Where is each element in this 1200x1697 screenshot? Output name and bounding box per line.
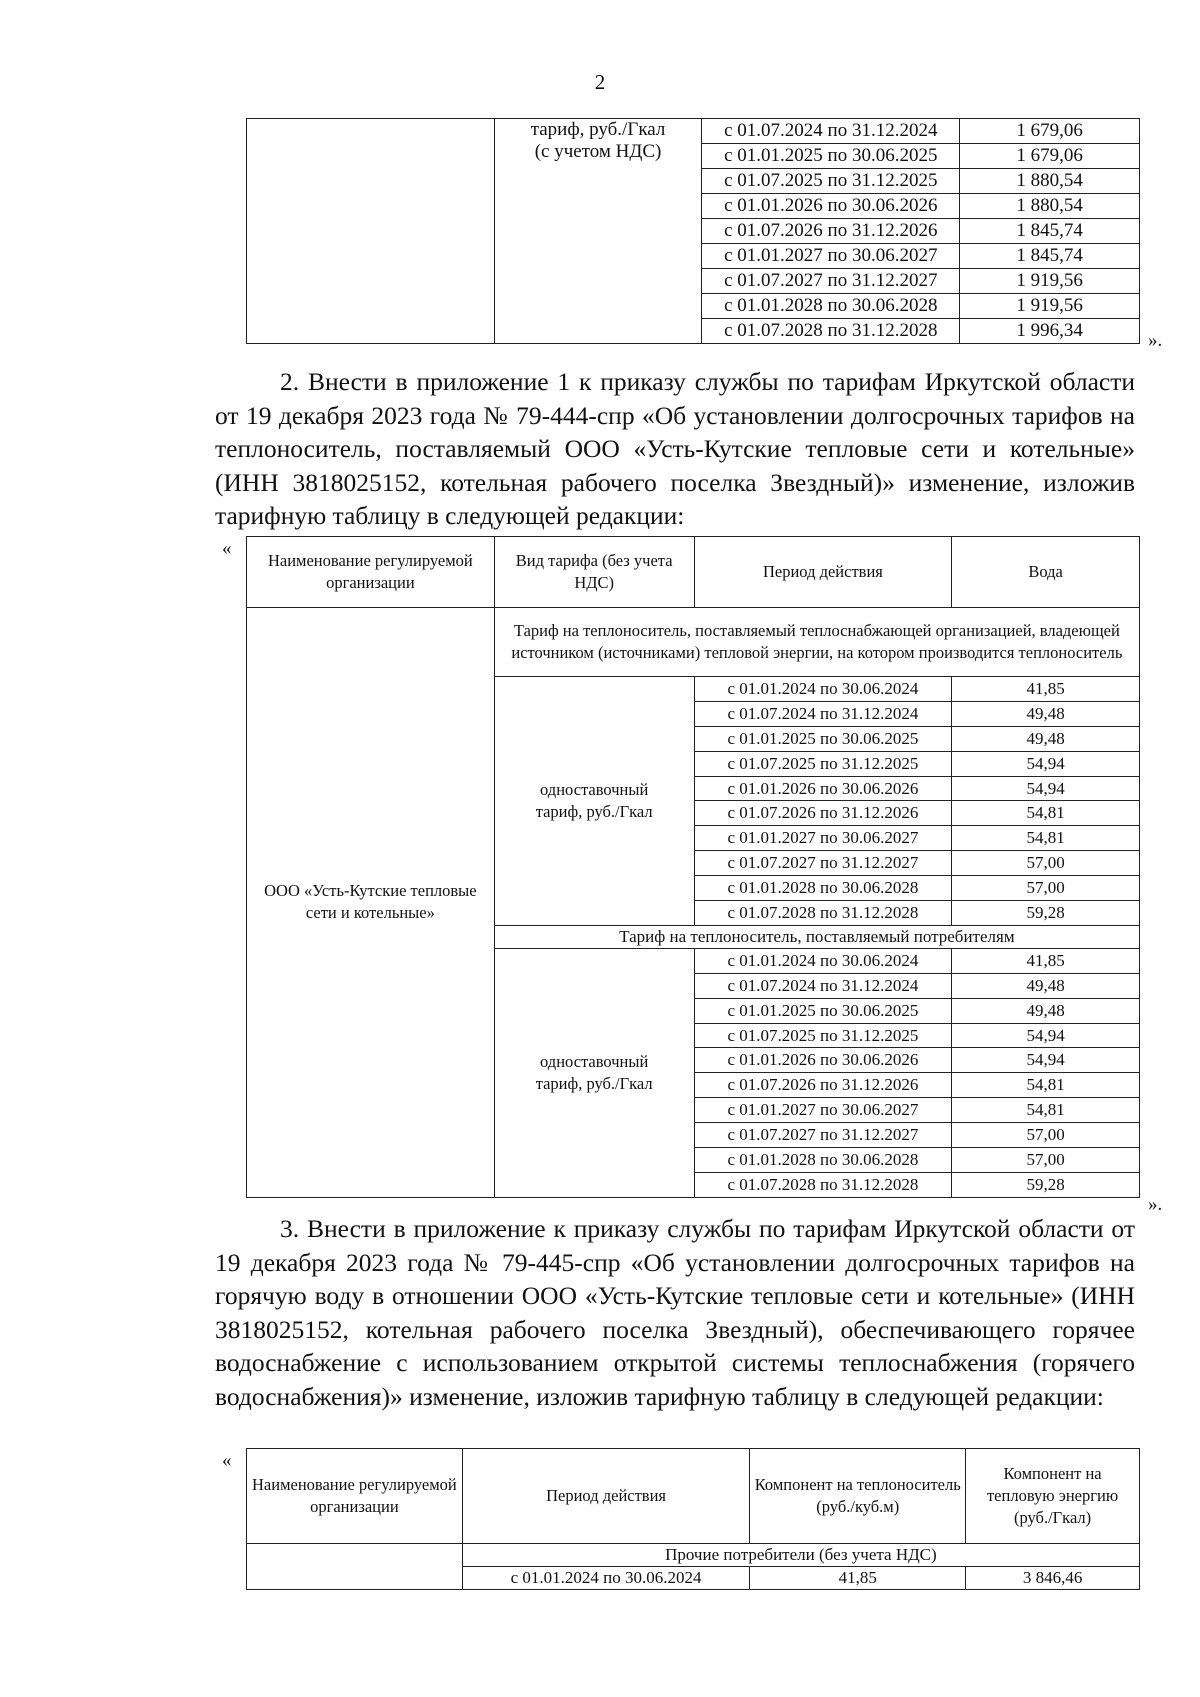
row-period: с 01.01.2024 по 30.06.2024 <box>462 1567 750 1590</box>
tariff-label-line-2: (с учетом НДС) <box>534 141 662 162</box>
tariff-table-continuation <box>246 118 1140 344</box>
period-cell: с 01.01.2028 по 30.06.2028 <box>694 1148 952 1173</box>
period-cell: с 01.07.2027 по 31.12.2027 <box>694 1123 952 1148</box>
value-cell: 1 845,74 <box>960 219 1140 244</box>
row-carrier-value: 41,85 <box>750 1567 966 1590</box>
section-supplier-tariff: Тариф на теплоноситель, поставляемый теплоснабжающей организацией, владеющей источником (источниками) тепловой энергии, на котором производится теплоноситель <box>494 608 1139 677</box>
table-row <box>247 119 1140 144</box>
period-cell: с 01.07.2027 по 31.12.2027 <box>702 269 960 294</box>
tariff-label-line-1: тариф, руб./Гкал <box>530 119 666 140</box>
period-cell: с 01.07.2028 по 31.12.2028 <box>694 901 952 926</box>
value-cell: 1 880,54 <box>960 194 1140 219</box>
value-cell: 1 880,54 <box>960 169 1140 194</box>
value-cell: 1 679,06 <box>960 119 1140 144</box>
value-cell: 1 996,34 <box>960 319 1140 344</box>
section-consumer-tariff: Тариф на теплоноситель, поставляемый потребителям <box>494 925 1139 948</box>
header-tariff-type: Вид тарифа (без учета НДС) <box>494 537 694 608</box>
period-cell: с 01.07.2024 по 31.12.2024 <box>694 701 952 726</box>
value-cell: 41,85 <box>952 677 1140 702</box>
value-cell: 49,48 <box>952 973 1140 998</box>
period-cell: с 01.01.2027 по 30.06.2027 <box>702 244 960 269</box>
period-cell: с 01.01.2024 по 30.06.2024 <box>694 677 952 702</box>
header-carrier-component: Компонент на теплоноситель (руб./куб.м) <box>750 1449 966 1544</box>
value-cell: 59,28 <box>952 901 1140 926</box>
tariff-label-cell <box>494 119 702 344</box>
value-cell: 57,00 <box>952 1123 1140 1148</box>
tariff-type-cell: одноставочный тариф, руб./Гкал <box>494 948 694 1197</box>
header-org: Наименование регулируемой организации <box>247 537 495 608</box>
value-cell: 1 919,56 <box>960 269 1140 294</box>
period-cell: с 01.01.2026 по 30.06.2026 <box>694 776 952 801</box>
value-cell: 54,94 <box>952 751 1140 776</box>
header-energy-component: Компонент на тепловую энергию (руб./Гкал) <box>966 1449 1140 1544</box>
period-cell: с 01.07.2025 по 31.12.2025 <box>702 169 960 194</box>
period-cell: с 01.07.2026 по 31.12.2026 <box>694 1073 952 1098</box>
period-cell: с 01.01.2027 по 30.06.2027 <box>694 1098 952 1123</box>
value-cell: 54,94 <box>952 1048 1140 1073</box>
table2-close-quote: ». <box>1148 1194 1163 1215</box>
value-cell: 1 679,06 <box>960 144 1140 169</box>
value-cell: 49,48 <box>952 701 1140 726</box>
value-cell: 54,81 <box>952 801 1140 826</box>
period-cell: с 01.01.2028 по 30.06.2028 <box>702 294 960 319</box>
value-cell: 54,94 <box>952 776 1140 801</box>
value-cell: 57,00 <box>952 876 1140 901</box>
value-cell: 57,00 <box>952 1148 1140 1173</box>
hot-water-tariff-table <box>246 1448 1140 1590</box>
coolant-tariff-table <box>246 536 1140 1198</box>
value-cell: 59,28 <box>952 1172 1140 1197</box>
table2-open-quote: « <box>222 538 232 559</box>
value-cell: 1 919,56 <box>960 294 1140 319</box>
row-energy-value: 3 846,46 <box>966 1567 1140 1590</box>
page-number: 2 <box>594 70 606 94</box>
table3-open-quote: « <box>222 1450 232 1471</box>
section-other-consumers: Прочие потребители (без учета НДС) <box>462 1544 1139 1567</box>
period-cell: с 01.07.2025 по 31.12.2025 <box>694 1023 952 1048</box>
value-cell: 54,94 <box>952 1023 1140 1048</box>
value-cell: 54,81 <box>952 1073 1140 1098</box>
header-period: Период действия <box>694 537 952 608</box>
header-water: Вода <box>952 537 1140 608</box>
period-cell: с 01.01.2028 по 30.06.2028 <box>694 876 952 901</box>
period-cell: с 01.07.2027 по 31.12.2027 <box>694 851 952 876</box>
period-cell: с 01.01.2026 по 30.06.2026 <box>694 1048 952 1073</box>
value-cell: 54,81 <box>952 826 1140 851</box>
value-cell: 41,85 <box>952 948 1140 973</box>
period-cell: с 01.01.2024 по 30.06.2024 <box>694 948 952 973</box>
tariff-type-cell: одноставочный тариф, руб./Гкал <box>494 677 694 926</box>
period-cell: с 01.07.2024 по 31.12.2024 <box>702 119 960 144</box>
value-cell: 54,81 <box>952 1098 1140 1123</box>
period-cell: с 01.07.2026 по 31.12.2026 <box>702 219 960 244</box>
period-cell: с 01.07.2025 по 31.12.2025 <box>694 751 952 776</box>
period-cell: с 01.07.2028 по 31.12.2028 <box>702 319 960 344</box>
period-cell: с 01.01.2025 по 30.06.2025 <box>694 998 952 1023</box>
org-name-cell: ООО «Усть-Кутские тепловые сети и котельные» <box>247 608 495 1198</box>
header-period: Период действия <box>462 1449 750 1544</box>
value-cell: 49,48 <box>952 726 1140 751</box>
period-cell: с 01.07.2024 по 31.12.2024 <box>694 973 952 998</box>
value-cell: 1 845,74 <box>960 244 1140 269</box>
paragraph-2: 2. Внести в приложение 1 к приказу службы по тарифам Иркутской области от 19 декабря 2023 года № 79-444-спр «Об установлении долгосрочных тарифов на теплоноситель, поставляемый ООО «Усть-Кутские тепловые сети и котельные» (ИНН 3818025152, котельная рабочего поселка Звездный)» изменение, изложив тарифную таблицу в следующей редакции: <box>215 367 1135 530</box>
period-cell: с 01.01.2026 по 30.06.2026 <box>702 194 960 219</box>
period-cell: с 01.01.2027 по 30.06.2027 <box>694 826 952 851</box>
org-cell <box>247 1544 463 1590</box>
period-cell: с 01.07.2028 по 31.12.2028 <box>694 1172 952 1197</box>
period-cell: с 01.07.2026 по 31.12.2026 <box>694 801 952 826</box>
period-cell: с 01.01.2025 по 30.06.2025 <box>694 726 952 751</box>
table1-close-quote: ». <box>1148 330 1163 351</box>
period-cell: с 01.01.2025 по 30.06.2025 <box>702 144 960 169</box>
header-org: Наименование регулируемой организации <box>247 1449 463 1544</box>
org-cell <box>247 119 495 344</box>
value-cell: 57,00 <box>952 851 1140 876</box>
section-row <box>247 608 1140 677</box>
value-cell: 49,48 <box>952 998 1140 1023</box>
paragraph-3: 3. Внести в приложение к приказу службы по тарифам Иркутской области от 19 декабря 2023 года № 79-445-спр «Об установлении долгосрочных тарифов на горячую воду в отношении ООО «Усть-Кутские тепловые сети и котельные» (ИНН 3818025152, котельная рабочего поселка Звездный), обеспечивающего горячее водоснабжение с использованием открытой системы теплоснабжения (горячего водоснабжения)» изменение, изложив тарифную таблицу в следующей редакции: <box>215 1214 1135 1411</box>
